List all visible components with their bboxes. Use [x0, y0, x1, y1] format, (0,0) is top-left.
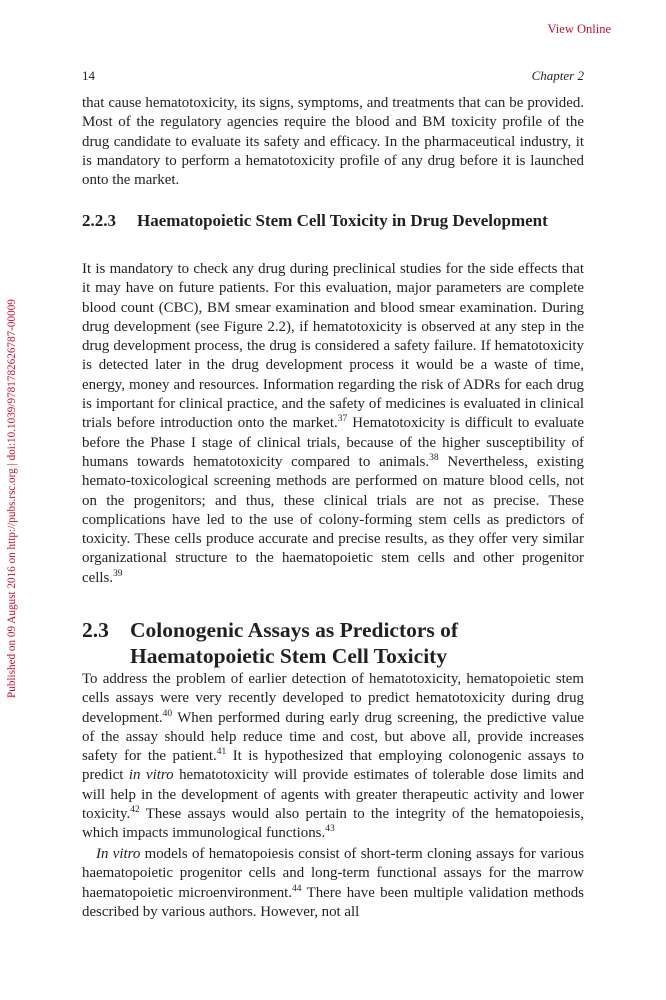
paragraph-text: It is mandatory to check any drug during preclinical studies for the side effects that it may have on future patients. For this evaluation, major parameters are complete blood count (CBC), BM smear examination and blood smear examination. During drug development (see Figure 2.2), if hematotoxicity is observed at any step in the drug development process, the drug is considered a safety failure. If hematotoxicity is detected later in the drug development process it would be a waste of time, energy, money and resources. Information regarding the risk of ADRs for each drug is important for clinical practice, and the safety of medicines is evaluated in clinical trials before introduction onto the market. — [82, 261, 584, 432]
citation-ref[interactable]: 44 — [292, 883, 302, 894]
paragraph-colonogenic — [82, 670, 584, 844]
chapter-label: Chapter 2 — [531, 68, 584, 83]
citation-ref[interactable]: 42 — [130, 805, 140, 816]
italic-term: in vitro — [128, 767, 174, 784]
paragraph-text: Hematotoxicity is difficult to evaluate before the Phase I stage of clinical trials, because of the higher susceptibility of humans towards hematotoxicity compared to animals. — [82, 415, 584, 470]
citation-ref[interactable]: 38 — [429, 452, 439, 463]
citation-ref[interactable]: 37 — [337, 414, 348, 425]
paragraph-in-vitro-models — [82, 845, 584, 922]
paragraph-text: To address the problem of earlier detection of hematotoxicity, hematopoietic stem cells assays were very recently developed to predict hematotoxicity during drug development. — [82, 671, 584, 726]
publication-side-note-text[interactable]: Published on 09 August 2016 on http://pubs.rsc.org | doi:10.1039/9781782626787-00009 — [6, 299, 18, 698]
section-title: Haematopoietic Stem Cell Toxicity in Drug Development — [137, 211, 548, 230]
paragraph-text: There have been multiple validation methods described by various authors. However, not all — [82, 884, 584, 920]
citation-ref[interactable]: 41 — [216, 747, 227, 758]
publication-side-note — [6, 178, 22, 698]
page-number: 14 — [82, 68, 95, 83]
paragraph-intro-text: that cause hematotoxicity, its signs, symptoms, and treatments that can be provided. Most of the regulatory agencies require the blood and BM toxicity profile of the drug candidate to evaluate its safety and efficacy. In the pharmaceutical industry, it is mandatory to perform a hematotoxicity profile of any drug before it is launched onto the market. — [82, 95, 584, 189]
paragraph-text: When performed during early drug screening, the predictive value of the assay should help reduce time and cost, but above all, provide increases safety for the patient. — [82, 709, 584, 765]
citation-ref[interactable]: 40 — [162, 708, 173, 719]
section-heading-2-3 — [82, 617, 584, 669]
citation-ref[interactable]: 39 — [113, 568, 123, 579]
paragraph-text: These assays would also pertain to the integrity of the hematopoiesis, which impacts immunological functions. — [82, 806, 584, 842]
paragraph-text: Nevertheless, existing hemato-toxicological screening methods are performed on mature blood cells, not on the progenitors; and thus, these clinical trials are not as precise. These complications have led to the use of colony-forming stem cells as predictors of toxicity. These cells produce accurate and precise results, as they offer very similar organizational structure to the haematopoietic stem cells and other progenitor cells. — [82, 453, 584, 586]
section-number: 2.2.3 — [82, 211, 116, 230]
section-number: 2.3 — [82, 618, 109, 642]
citation-ref[interactable]: 43 — [325, 824, 335, 835]
paragraph-intro — [82, 94, 584, 190]
paragraph-text: It is hypothesized that employing colonogenic assays to predict — [82, 748, 584, 784]
section-title: Colonogenic Assays as Predictors of Haematopoietic Stem Cell Toxicity — [130, 618, 459, 668]
view-online-link[interactable]: View Online — [547, 22, 611, 36]
paragraph-text: models of hematopoiesis consist of short-term cloning assays for various haematopoietic progenitor cells and long-term functional assays for the marrow haematopoietic microenvironment. — [82, 846, 584, 901]
section-heading-2-2-3 — [82, 210, 584, 232]
italic-term: In vitro — [96, 846, 141, 862]
paragraph-text: hematotoxicity will provide estimates of tolerable dose limits and will help in the development of agents with greater therapeutic activity and lower toxicity. — [82, 767, 584, 823]
paragraph-preclinical — [82, 260, 584, 588]
running-head — [82, 68, 584, 86]
